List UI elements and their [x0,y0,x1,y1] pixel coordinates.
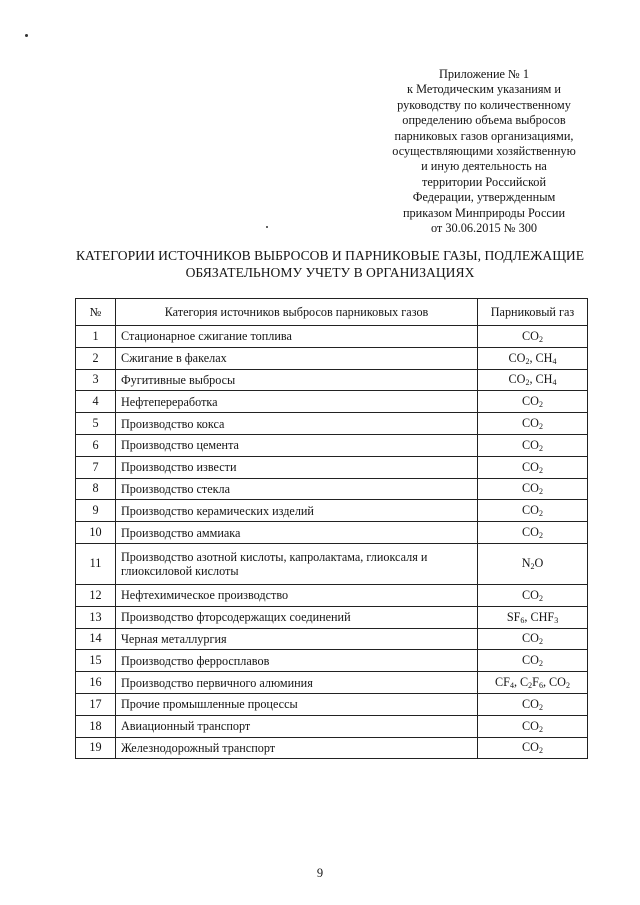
appendix-line: определению объема выбросов [402,113,566,128]
row-number: 17 [76,693,116,715]
header-num: № [76,299,116,326]
table-row [76,672,588,694]
table-row [76,628,588,650]
row-category: Прочие промышленные процессы [116,693,478,715]
row-number: 10 [76,522,116,544]
row-category: Производство первичного алюминия [116,672,478,694]
row-category: Производство кокса [116,413,478,435]
row-gas: $CO_2$ [478,478,588,500]
table-header-row [76,299,588,326]
row-number: 14 [76,628,116,650]
appendix-line: территории Российской [421,174,547,189]
appendix-line: осуществляющими хозяйственную [392,144,576,159]
table-row [76,650,588,672]
row-number: 4 [76,391,116,413]
table-row [76,584,588,606]
appendix-line: Приложение № 1 [438,67,530,81]
row-category: Авиационный транспорт [116,715,478,737]
emissions-table [75,298,588,759]
table-row [76,500,588,522]
table-body [76,326,588,759]
row-category: Производство керамических изделий [116,500,478,522]
appendix-line: приказом Минприроды России [402,205,566,220]
row-category: Производство стекла [116,478,478,500]
table-row [76,606,588,628]
row-number: 16 [76,672,116,694]
row-number: 7 [76,456,116,478]
title-line-1: КАТЕГОРИИ ИСТОЧНИКОВ ВЫБРОСОВ И ПАРНИКОВЫЕ ГАЗЫ, ПОДЛЕЖАЩИЕ [75,248,585,263]
row-number: 8 [76,478,116,500]
row-number: 2 [76,347,116,369]
table-row [76,456,588,478]
row-number: 11 [76,543,116,584]
page-number: 9 [316,866,324,880]
row-gas: $CO_2$ [478,391,588,413]
table-row [76,737,588,759]
row-number: 15 [76,650,116,672]
appendix-line: Федерации, утвержденным [412,190,556,205]
table-row [76,715,588,737]
table-row [76,413,588,435]
row-category: Железнодорожный транспорт [116,737,478,759]
row-category: Производство цемента [116,434,478,456]
row-category: Фугитивные выбросы [116,369,478,391]
row-gas: $CF_4$, $C_2F_6$, $CO_2$ [478,672,588,694]
row-gas: $CO_2$ [478,737,588,759]
appendix-note [384,67,584,236]
scan-speck [266,226,268,228]
row-number: 18 [76,715,116,737]
row-gas: $SF_6$, $CHF_3$ [478,606,588,628]
row-number: 13 [76,606,116,628]
row-category: Нефтехимическое производство [116,584,478,606]
appendix-line: к Методическим указаниям и [407,82,561,97]
row-gas: $CO_2$ [478,715,588,737]
row-number: 6 [76,434,116,456]
scan-speck [25,34,28,37]
table-row [76,434,588,456]
row-gas: $CO_2$ [478,693,588,715]
title-line-2: ОБЯЗАТЕЛЬНОМУ УЧЕТУ В ОРГАНИЗАЦИЯХ [185,265,475,280]
row-gas: $CO_2$ [478,500,588,522]
row-gas: $CO_2$ [478,456,588,478]
header-category: Категория источников выбросов парниковых газов [116,299,478,326]
row-gas: $CO_2$ [478,413,588,435]
appendix-line: и иную деятельность на [421,159,547,174]
row-category: Производство фторсодержащих соединений [116,606,478,628]
row-category: Черная металлургия [116,628,478,650]
appendix-line: от 30.06.2015 № 300 [430,221,538,236]
table-row [76,522,588,544]
row-number: 12 [76,584,116,606]
row-category: Производство аммиака [116,522,478,544]
row-number: 1 [76,326,116,348]
row-number: 5 [76,413,116,435]
row-gas: $CO_2$ [478,628,588,650]
table-row [76,391,588,413]
row-gas: $CO_2$ [478,434,588,456]
table-row [76,478,588,500]
table-row [76,326,588,348]
row-category: Сжигание в факелах [116,347,478,369]
row-gas: $CO_2$ [478,326,588,348]
row-category: Производство извести [116,456,478,478]
row-gas: $CO_2$ [478,522,588,544]
row-category: Нефтепереработка [116,391,478,413]
document-title [40,247,620,281]
row-category: Производство ферросплавов [116,650,478,672]
appendix-line: парниковых газов организациями, [394,128,574,143]
row-gas: $CO_2$ [478,584,588,606]
header-gas: Парниковый газ [478,299,588,326]
row-gas: $CO_2$, $CH_4$ [478,347,588,369]
table-row [76,693,588,715]
table-row [76,369,588,391]
appendix-line: руководству по количественному [397,97,571,112]
row-number: 9 [76,500,116,522]
row-category: Производство азотной кислоты, капролактама, глиоксаля и глиоксиловой кислоты [116,543,478,584]
row-number: 3 [76,369,116,391]
row-gas: $N_2O$ [478,543,588,584]
table-row [76,347,588,369]
row-gas: $CO_2$, $CH_4$ [478,369,588,391]
row-category: Стационарное сжигание топлива [116,326,478,348]
row-number: 19 [76,737,116,759]
row-gas: $CO_2$ [478,650,588,672]
table-row [76,543,588,584]
